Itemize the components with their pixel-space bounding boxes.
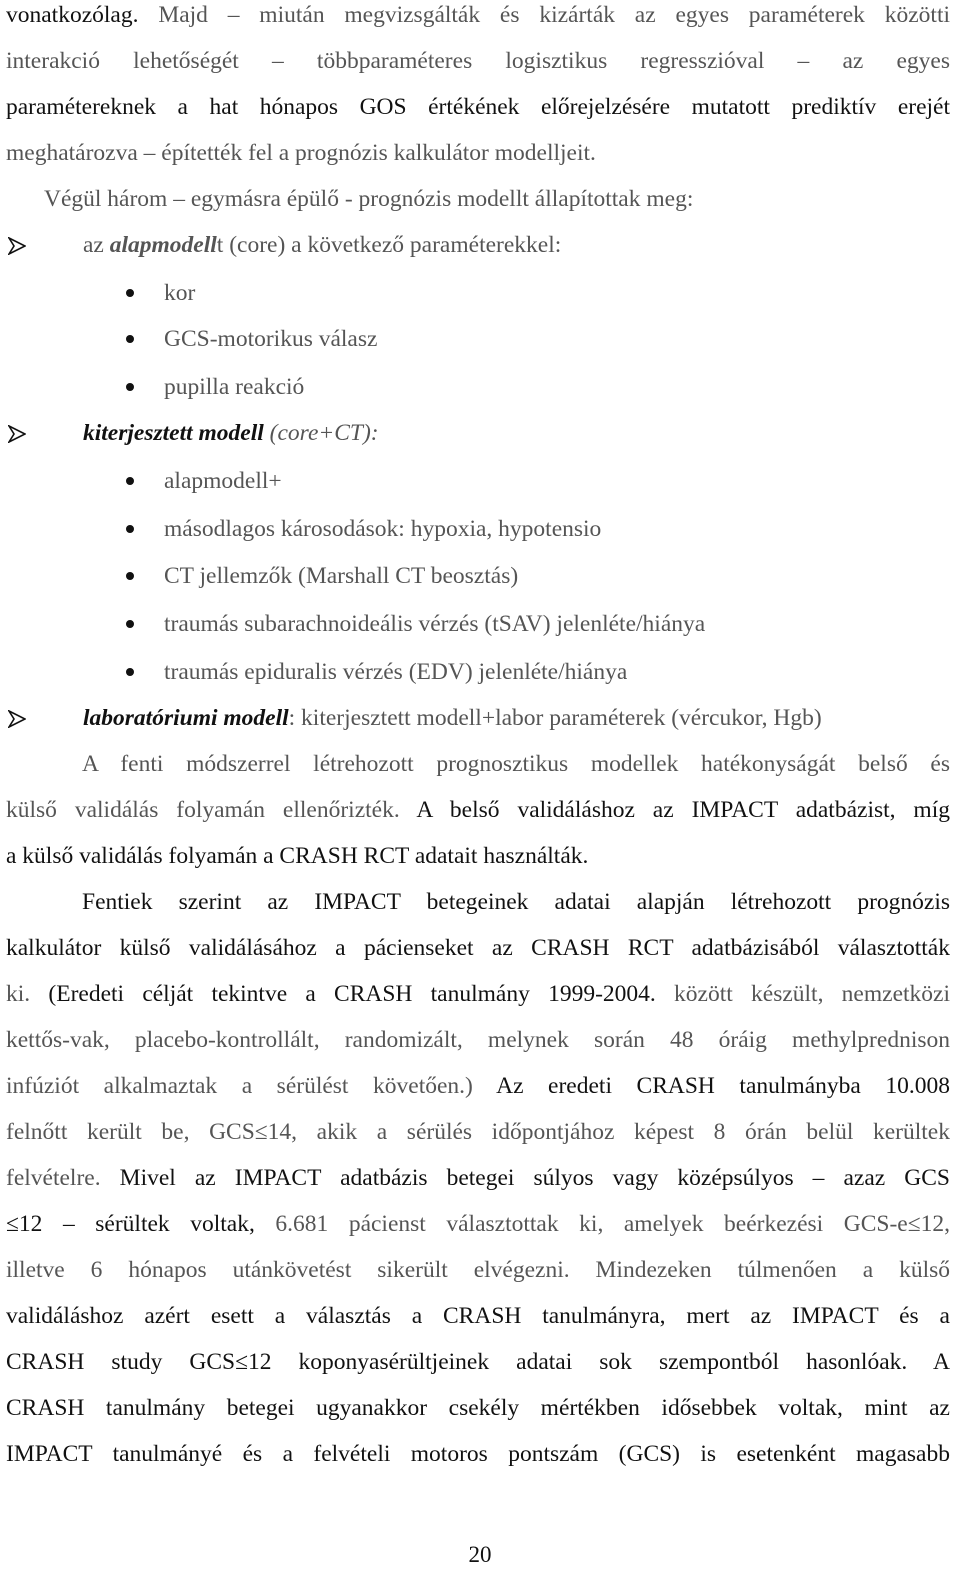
model-name: kiterjesztett modell: [83, 420, 264, 446]
round-bullet-icon: [126, 620, 134, 628]
round-bullet-icon: [126, 477, 134, 485]
body-line: [6, 1071, 950, 1101]
body-line: illetve 6 hónapos utánkövetést sikerült elvégezni. Mindezeken túlmenően a külső: [6, 1257, 950, 1283]
body-line: paramétereknek a hat hónapos GOS értékének előrejelzésére mutatott prediktív erejét: [6, 94, 950, 120]
round-bullet-icon: [126, 289, 134, 297]
body-line: [6, 979, 950, 1009]
text-run-highlighted: felvételre.: [6, 1165, 101, 1191]
body-line: felnőtt került be, GCS≤14, akik a sérülés időpontjához képest 8 órán belül kerültek: [6, 1119, 950, 1145]
text-run: (Eredeti célját tekintve a CRASH tanulmány 1999-2004.: [48, 981, 656, 1007]
body-line: kettős-vak, placebo-kontrollált, randomizált, melynek során 48 óráig methylprednison: [6, 1027, 950, 1053]
text-run-highlighted: között készült, nemzetközi: [674, 981, 950, 1007]
text-run-highlighted: infúziót alkalmaztak a sérülést követően.): [6, 1073, 473, 1099]
text-run: : kiterjesztett modell+labor paraméterek (vércukor, Hgb): [288, 705, 822, 731]
body-line: a külső validálás folyamán a CRASH RCT adatait használták.: [6, 843, 589, 869]
body-line-indented: Végül három – egymásra épülő - prognózis modellt állapítottak meg:: [44, 186, 694, 212]
arrowhead-bullet-icon: [6, 232, 30, 262]
body-line-indented: A fenti módszerrel létrehozott prognosztikus modellek hatékonyságát belső és: [82, 751, 950, 777]
list-item-level2: kor: [164, 280, 196, 306]
body-line-indented: Fentiek szerint az IMPACT betegeinek adatai alapján létrehozott prognózis: [82, 889, 950, 915]
text-run: (core+CT):: [269, 420, 379, 446]
body-line: [6, 1163, 950, 1193]
list-item-level2: traumás epiduralis vérzés (EDV) jelenléte/hiánya: [164, 659, 628, 685]
round-bullet-icon: [126, 335, 134, 343]
text-run-highlighted: 6.681 pácienst választottak ki, amelyek beérkezési GCS-e≤12,: [275, 1211, 950, 1237]
round-bullet-icon: [126, 383, 134, 391]
body-line: IMPACT tanulmányé és a felvételi motoros pontszám (GCS) is esetenként magasabb: [6, 1441, 950, 1467]
body-line: CRASH tanulmány betegei ugyanakkor csekély mértékben idősebbek voltak, mint az: [6, 1395, 950, 1421]
text-run: az: [83, 232, 104, 258]
text-run-highlighted: ki.: [6, 981, 31, 1007]
body-line: [6, 0, 950, 30]
body-line: validáláshoz azért esett a választás a CRASH tanulmányra, mert az IMPACT és a: [6, 1303, 950, 1329]
arrowhead-bullet-icon: [6, 420, 30, 450]
text-run: vonatkozólag.: [6, 2, 139, 28]
text-run-highlighted: Majd – miután megvizsgálták és kizárták az egyes paraméterek közötti: [158, 2, 951, 28]
body-line: interakció lehetőségét – többparaméteres logisztikus regresszióval – az egyes: [6, 48, 950, 74]
body-line: CRASH study GCS≤12 koponyasérültjeinek adatai sok szempontból hasonlóak. A: [6, 1349, 950, 1375]
arrowhead-bullet-icon: [6, 705, 30, 735]
list-item-level2: GCS-motorikus válasz: [164, 326, 378, 352]
model-name: laboratóriumi modell: [83, 705, 289, 731]
text-run: ≤12 – sérültek voltak,: [6, 1211, 255, 1237]
body-line: meghatározva – építették fel a prognózis kalkulátor modelljeit.: [6, 140, 596, 166]
text-run: A belső validáláshoz az IMPACT adatbázist, míg: [416, 797, 950, 823]
body-line: kalkulátor külső validálásához a pácienseket az CRASH RCT adatbázisából választották: [6, 935, 950, 961]
page-number: 20: [468, 1542, 492, 1567]
model-name: alapmodell: [109, 232, 217, 258]
list-item-level1: [83, 230, 950, 260]
list-item-level2: másodlagos károsodások: hypoxia, hypotensio: [164, 516, 602, 542]
list-item-level2: traumás subarachnoideális vérzés (tSAV) jelenléte/hiánya: [164, 611, 706, 637]
list-item-level1: [83, 703, 950, 733]
list-item-level2: CT jellemzők (Marshall CT beosztás): [164, 563, 519, 589]
list-item-level2: pupilla reakció: [164, 374, 305, 400]
text-run: (core) a következő paraméterekkel:: [229, 232, 562, 258]
round-bullet-icon: [126, 525, 134, 533]
text-run: Mivel az IMPACT adatbázis betegei súlyos vagy középsúlyos – azaz GCS: [119, 1165, 950, 1191]
list-item-level1: [83, 418, 950, 448]
text-run: Az eredeti CRASH tanulmányba 10.008: [496, 1073, 950, 1099]
text-run-highlighted: külső validálás folyamán ellenőrizték.: [6, 797, 400, 823]
list-item-level2: alapmodell+: [164, 468, 282, 494]
round-bullet-icon: [126, 668, 134, 676]
body-line: [6, 795, 950, 825]
round-bullet-icon: [126, 572, 134, 580]
text-run: t: [216, 232, 224, 258]
body-line: [6, 1209, 950, 1239]
